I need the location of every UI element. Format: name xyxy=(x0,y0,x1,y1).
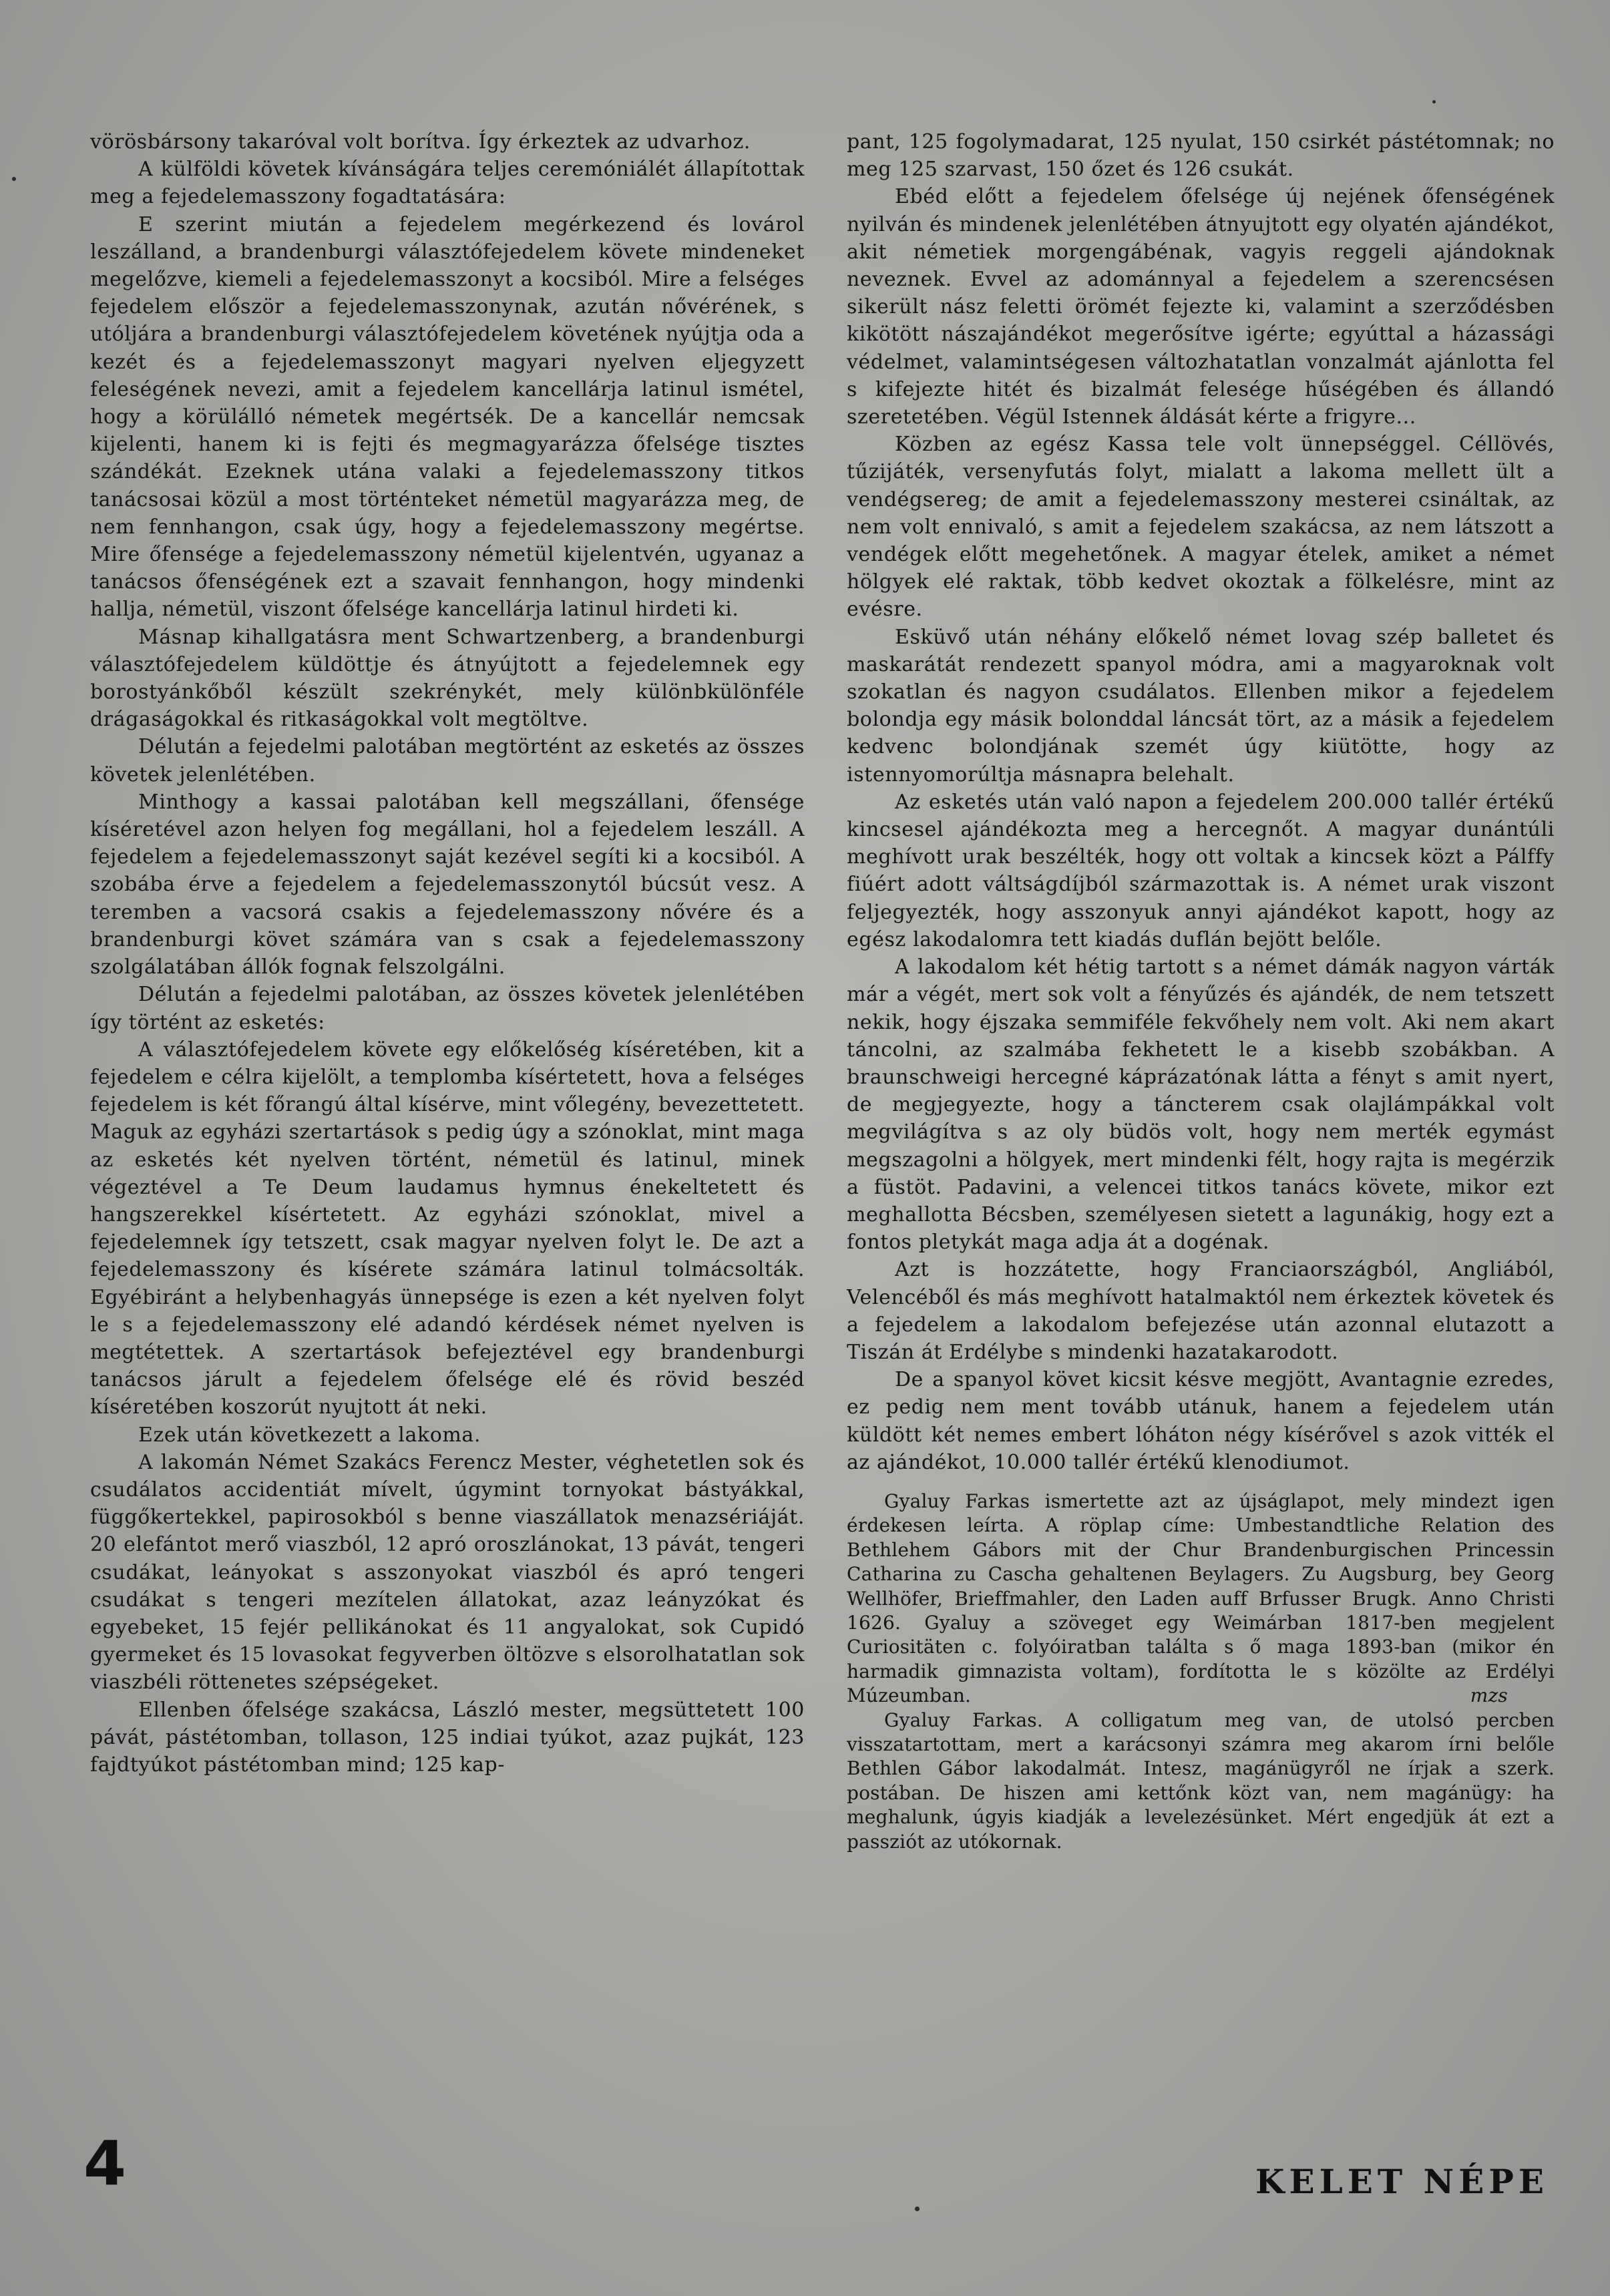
notes-section xyxy=(847,1489,1555,1854)
note-paragraph xyxy=(847,1489,1555,1708)
print-speck xyxy=(1432,100,1436,103)
print-speck xyxy=(915,2207,920,2211)
note-signature: mzs xyxy=(1470,1684,1508,1707)
article-paragraph: pant, 125 fogolymadarat, 125 nyulat, 150 csirkét pástétomnak; no meg 125 szarvast, 150 őzet és 126 csukát. xyxy=(847,130,1555,182)
note-paragraph xyxy=(847,1708,1555,1854)
article-paragraph: De a spanyol követ kicsit késve megjött, Avantagnie ezredes, ez pedig nem ment tovább utánuk, hanem a fejedelem után küldött két nemes embert lóháton négy kísérővel s azok vitték el az ajándékot, 10.000 tallér értékű klenodiumot. xyxy=(847,1368,1555,1474)
article-paragraph: E szerint miután a fejedelem megérkezend és lovárol leszálland, a brandenburgi választófejedelem követe mindeneket megelőzve, kiemeli a fejedelemasszonyt a kocsiból. Mire a felséges fejedelem először a fejedelemasszonynak, azután nővérének, s utóljára a brandenburgi választófejedelem követének nyújtja oda a kezét és a fejedelemasszonyt magyari nyelven eljegyzett feleségének nevezi, amit a fejedelem kancellárja latinul ismétel, hogy a körülálló németek megértsék. De a kancellár nemcsak kijelenti, hanem ki is fejti és megmagyarázza őfelsége tisztes szándékát. Ezeknek utána valaki a fejedelemasszony titkos tanácsosai közül a most történteket németül magyarázza meg, de nem fennhangon, csak úgy, hogy a fejedelemasszony megértse. Mire őfensége a fejedelemasszony németül kijelentvén, ugyanaz a tanácsos őfenségének ezt a szavait fennhangon, hogy mindenki hallja, németül, viszont őfelsége kancellárja latinul hirdeti ki. xyxy=(90,212,805,622)
article-paragraph: A lakodalom két hétig tartott s a német dámák nagyon várták már a végét, mert sok volt a fényűzés és ajándék, de nem tetszett nekik, hogy éjszaka semmiféle fekvőhely nem volt. Aki nem akart táncolni, az szalmába fekhetett le a kisebb szobákban. A braunschweigi hercegné káprázatónak látta a fényt s amit nyert, de megjegyezte, hogy a táncterem csak olajlámpákkal volt megvilágítva s az oly büdös volt, hogy nem merték egymást megszagolni a hölgyek, mert mindenki félt, hogy rajta is megérzik a füstöt. Padavini, a velencei titkos tanács követe, mikor ezt meghallotta Bécsben, személyesen sietett a lagunákig, hogy ezt a fontos pletykát maga adja át a dogénak. xyxy=(847,955,1555,1254)
article-paragraph: Közben az egész Kassa tele volt ünnepséggel. Céllövés, tűzijáték, versenyfutás folyt, mialatt a lakoma mellett ült a vendégsereg; de amit a fejedelemasszony mesterei csináltak, az nem volt ennivaló, s amit a fejedelem szakácsa, az nem látszott a vendégek előtt megehetőnek. A magyar ételek, amiket a német hölgyek elé raktak, több kedvet okoztak a fölkelésre, mint az evésre. xyxy=(847,433,1555,622)
note-text: Gyaluy Farkas ismertette azt az újságlapot, mely mindezt igen érdekesen leírta. A röplap címe: Umbestandtliche Relation des Bethlehem Gábors mit der Chur Brandenburgischen Princessin Catharina zu Cascha gehaltenen Beylagers. Zu Augsburg, bey Georg Wellhöfer, Brieffmahler, den Laden auff Brfusser Brugk. Anno Christi 1626. Gyaluy a szöveget egy Weimárban 1817-ben megjelent Curiositäten c. folyóiratban találta s ő maga 1893-ban (mikor én harmadik gimnazista voltam), fordította le s közölte az Erdélyi Múzeumban. xyxy=(847,1489,1555,1707)
article-paragraph: Ezek után következett a lakoma. xyxy=(138,1423,481,1447)
article-paragraph: A külföldi követek kívánságára teljes ceremóniálét állapítottak meg a fejedelemasszony fogadtatására: xyxy=(90,158,805,209)
article-paragraph: Ellenben őfelsége szakácsa, László mester, megsüttetett 100 pávát, pástétomban, tollason, 125 indiai tyúkot, azaz pujkát, 123 fajdtyúkot pástétomban mind; 125 kap- xyxy=(90,1698,805,1777)
article-paragraph: Az esketés után való napon a fejedelem 200.000 tallér értékű kincsesel ajándékozta meg a hercegnőt. A magyar dunántúli meghívott urak beszélték, hogy ott voltak a kincsek közt a Pálffy fiúért adott váltságdíjból származottak is. A német urak viszont feljegyezték, hogy asszonyuk annyi ajándékot kapott, hogy az egész lakodalomra tett kiadás duflán bejött belőle. xyxy=(847,790,1555,951)
article-paragraph: Esküvő után néhány előkelő német lovag szép balletet és maskarátát rendezett spanyol módra, ami a magyaroknak volt szokatlan és nagyon csudálatos. Ellenben mikor a fejedelem bolondja egy másik bolonddal láncsát tört, az a másik a fejedelem kedvenc bolondjának szemét úgy kiütötte, hogy az istennyomorúltja másnapra belehalt. xyxy=(847,625,1555,786)
article-paragraph: Délután a fejedelmi palotában megtörtént az esketés az összes követek jelenlétében. xyxy=(90,735,805,786)
article-paragraph: Minthogy a kassai palotában kell megszállani, őfensége kíséretével azon helyen fog megállani, hol a fejedelem leszáll. A fejedelem a fejedelemasszonyt saját kezével segíti ki a kocsiból. A szobába érve a fejedelem a fejedelemasszonytól búcsút vesz. A teremben a vacsorá csakis a fejedelemasszony nővére és a brandenburgi követ számára van s csak a fejedelemasszony szolgálatában állók fognak felszolgálni. xyxy=(90,790,805,979)
article-paragraph: Másnap kihallgatásra ment Schwartzenberg, a brandenburgi választófejedelem küldöttje és átnyújtott a fejedelemnek egy borostyánkőből készült szekrénykét, mely különbkülönféle drágaságokkal és ritkaságokkal volt megtöltve. xyxy=(90,625,805,732)
note-text: Gyaluy Farkas. A colligatum meg van, de utolsó percben visszatartottam, mert a karácsonyi számra meg akarom írni belőle Bethlen Gábor lakodalmát. Intesz, magánügyről ne írjak a szerk. postában. De hiszen ami kettőnk közt van, nem magánügy: ha meghalunk, úgyis kiadják a levelezésünket. Mért engedjük át ezt a passziót az utókornak. xyxy=(847,1708,1555,1853)
left-column xyxy=(90,128,805,1779)
print-speck xyxy=(12,177,16,181)
page-number: 4 xyxy=(83,2128,127,2199)
article-paragraph: A választófejedelem követe egy előkelőség kíséretében, kit a fejedelem e célra kijelölt, a templomba kísértetett, hova a felséges fejedelem is két főrangú által kísérve, mint vőlegény, bevezettetett. Maguk az egyházi szertartások s pedig úgy a szónoklat, mint maga az esketés két nyelven történt, németül és latinul, minek végeztével a Te Deum laudamus hymnus énekeltetett és hangszerekkel kísértetett. Az egyházi szónoklat, mivel a fejedelemnek így tetszett, csak magyar nyelven folyt le. De azt a fejedelemasszony és kísérete számára latinul tolmácsolták. Egyébiránt a helybenhagyás ünnepsége is ezen a két nyelven folyt le s a fejedelemasszony elé adandó kérdések német nyelven is megtétettek. A szertartások befejeztével egy brandenburgi tanácsos járult a fejedelem őfelsége elé és rövid beszéd kíséretében koszorút nyujtott át neki. xyxy=(90,1038,805,1419)
right-column xyxy=(847,128,1555,1854)
masthead: KELET NÉPE xyxy=(1255,2162,1549,2201)
article-paragraph: Délután a fejedelmi palotában, az összes követek jelenlétében így történt az esketés: xyxy=(90,983,805,1034)
article-paragraph: Azt is hozzátette, hogy Franciaországból, Angliából, Velencéből és más meghívott hatalmaktól nem érkeztek követek és a fejedelem a lakodalom befejezése után azonnal elutazott a Tiszán át Erdélybe s mindenki hazatakarodott. xyxy=(847,1258,1555,1364)
article-paragraph: Ebéd előtt a fejedelem őfelsége új nejének őfenségének nyilván és mindenek jelenlétében átnyujtott egy olyatén ajándékot, akit németiek morgengábénak, vagyis reggeli ajándoknak neveznek. Evvel az adománnyal a fejedelem a szerencsésen sikerült nász feletti örömét fejezte ki, valamint a szerződésben kikötött nászajándékot megerősítve igérte; egyúttal a házassági védelmet, valamintségesen változhatatlan vonzalmát ajánlotta fel s kifejezte hitét és bizalmát felesége hűségében és állandó szeretetében. Végül Istennek áldását kérte a frigyre... xyxy=(847,185,1555,429)
article-paragraph: vörösbársony takaróval volt borítva. Így érkeztek az udvarhoz. xyxy=(90,130,751,154)
right-column-body xyxy=(847,128,1555,1476)
article-paragraph: A lakomán Német Szakács Ferencz Mester, véghetetlen sok és csudálatos accidentiát mívelt, úgymint tornyokat bástyákkal, függőkertekkel, papirosokból s benne viaszállatok menazsériáját. 20 elefántot merő viaszból, 12 apró oroszlánokat, 13 pávát, tengeri csudákat, leányokat s asszonyokat viaszból és apró tengeri csudákat s tengeri mezítelen állatokat, azaz leányzókat és egyebeket, 15 fejér pellikánokat és 11 angyalokat, sok Cupidó gyermeket és 15 lovasokat fegyverben öltözve s elsorolhatatlan sok viaszbéli röttenetes szépségeket. xyxy=(90,1450,805,1694)
